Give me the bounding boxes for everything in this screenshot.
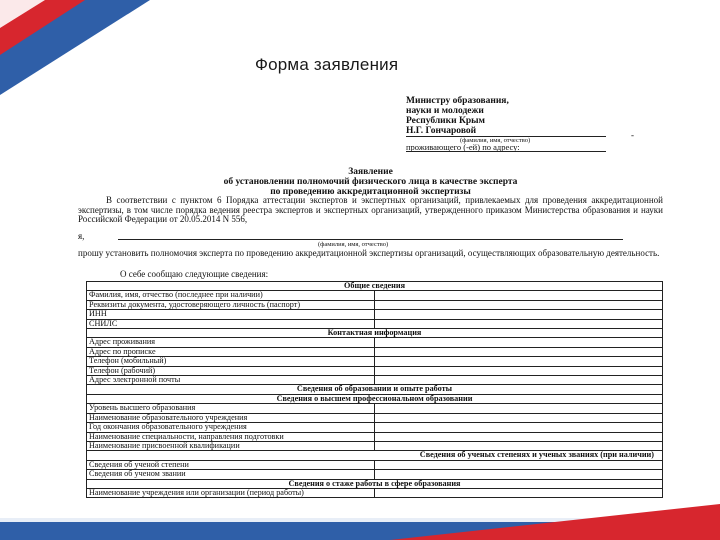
row-label: Реквизиты документа, удостоверяющего личность (паспорт) — [87, 300, 375, 309]
row-value — [375, 366, 663, 375]
row-value — [375, 338, 663, 347]
table-section-header — [87, 329, 663, 338]
row-label: Фамилия, имя, отчество (последнее при наличии) — [87, 291, 375, 300]
section-title: Сведения об образовании и опыте работы — [87, 385, 663, 394]
row-label: Наименование специальности, направления подготовки — [87, 432, 375, 441]
row-label: Наименование присвоенной квалификации — [87, 441, 375, 450]
addressee-line: Республики Крым — [406, 116, 486, 126]
table-row — [87, 300, 663, 309]
row-value — [375, 423, 663, 432]
table-row — [87, 488, 663, 497]
table-section-header — [87, 451, 663, 460]
table-row — [87, 338, 663, 347]
section-title: Контактная информация — [87, 329, 663, 338]
row-value — [375, 404, 663, 413]
row-value — [375, 347, 663, 356]
application-form-document — [78, 92, 663, 512]
row-label: Год окончания образовательного учреждения — [87, 423, 375, 432]
row-value — [375, 470, 663, 479]
row-value — [375, 432, 663, 441]
fio-caption: (фамилия, имя, отчество) — [460, 137, 531, 144]
row-label: Сведения об ученой степени — [87, 460, 375, 469]
row-label: Адрес проживания — [87, 338, 375, 347]
table-section-header — [87, 385, 663, 394]
corner-ribbon-white — [0, 0, 45, 28]
slide-title: Форма заявления — [255, 55, 399, 74]
addressee-line: Министру образования, — [406, 96, 509, 106]
table-row — [87, 347, 663, 356]
row-value — [375, 310, 663, 319]
statement-title-line: по проведению аккредитационной экспертизы — [270, 187, 471, 197]
addressee-block — [406, 96, 656, 136]
statement-title-line: об установлении полномочий физического лица в качестве эксперта — [223, 177, 518, 187]
row-label: ИНН — [87, 310, 375, 319]
section-title: Сведения о стаже работы в сфере образования — [87, 479, 663, 488]
row-label: Адрес электронной почты — [87, 376, 375, 385]
self-info-label: О себе сообщаю следующие сведения: — [120, 269, 269, 279]
addressee-dash: - — [631, 130, 634, 140]
table-row — [87, 470, 663, 479]
applicant-info-table — [86, 281, 663, 498]
table-row — [87, 404, 663, 413]
row-label: Наименование образовательного учреждения — [87, 413, 375, 422]
name-caption: (фамилия, имя, отчество) — [318, 241, 389, 248]
table-row — [87, 310, 663, 319]
row-label: Телефон (рабочий) — [87, 366, 375, 375]
name-prefix: я, — [78, 231, 85, 241]
table-row — [87, 291, 663, 300]
row-label: СНИЛС — [87, 319, 375, 328]
statement-title — [78, 167, 663, 197]
row-value — [375, 291, 663, 300]
addressee-line: Н.Г. Гончаровой — [406, 126, 477, 136]
residence-label: проживающего (-ей) по адресу: — [406, 142, 520, 152]
statement-paragraph: В соответствии с пунктом 6 Порядка аттестации экспертов и экспертных организаций, привлекаемых для проведения аккредитационной экспертизы, в том числе порядка ведения реестра экспертов и экспертных организаций, утвержденного приказом Министерства образования и науки Российской Федерации от 20.05.2014 N 556, — [78, 195, 663, 225]
row-value — [375, 357, 663, 366]
section-title: Сведения о высшем профессиональном образовании — [87, 394, 663, 403]
addressee-line: науки и молодежи — [406, 106, 484, 116]
statement-body — [78, 196, 663, 225]
row-value — [375, 460, 663, 469]
row-label: Телефон (мобильный) — [87, 357, 375, 366]
row-value — [375, 300, 663, 309]
row-label: Адрес по прописке — [87, 347, 375, 356]
table-row — [87, 423, 663, 432]
table-row — [87, 432, 663, 441]
section-title: Общие сведения — [87, 282, 663, 291]
row-value — [375, 488, 663, 497]
row-label: Сведения об ученом звании — [87, 470, 375, 479]
statement-title-line: Заявление — [348, 167, 393, 177]
table-row — [87, 357, 663, 366]
row-label: Наименование учреждения или организации (период работы) — [87, 488, 375, 497]
request-text: прошу установить полномочия эксперта по проведению аккредитационной экспертизы организаций, осуществляющих образовательную деятельность. — [78, 248, 660, 258]
row-value — [375, 413, 663, 422]
residence-underline — [406, 151, 606, 152]
section-title: Сведения об ученых степенях и ученых званиях (при наличии) — [87, 451, 663, 460]
row-label: Уровень высшего образования — [87, 404, 375, 413]
